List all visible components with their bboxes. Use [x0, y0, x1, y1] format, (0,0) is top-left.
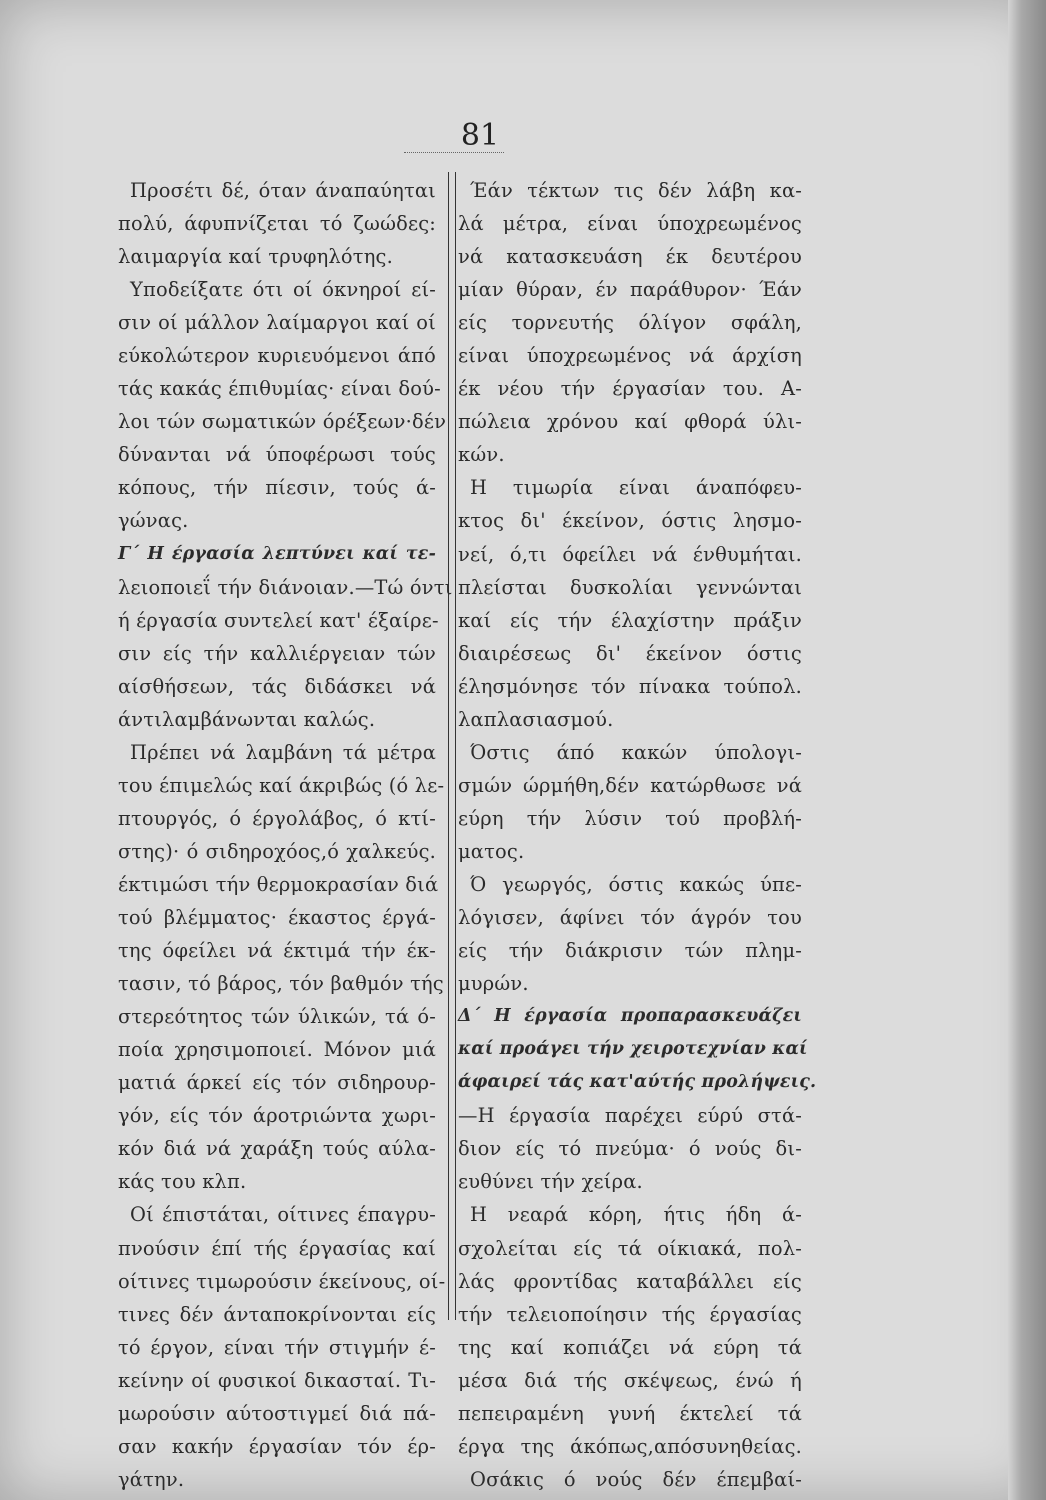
text-line: σχολείται είς τά οίκιακά, πολ- [458, 1236, 802, 1260]
text-line: πώλεια χρόνου καί φθορά ύλι- [458, 410, 802, 434]
text-line: ποία χρησιμοποιεί. Μόνον μιά [118, 1038, 436, 1062]
text-line: τήν τελειοποίησιν τής έργασίας [458, 1302, 802, 1326]
text-line: έκτιμώσι τήν θερμοκρασίαν διά [118, 872, 439, 896]
text-line: τό έργον, είναι τήν στιγμήν έ- [118, 1335, 436, 1359]
text-line: Δ΄ Η έργασία προπαρασκευάζει [458, 1006, 802, 1027]
text-line: —Η έργασία παρέχει εύρύ στά- [458, 1104, 802, 1128]
text-line: Έάν τέκτων τις δέν λάβη κα- [470, 179, 802, 202]
text-line: τού βλέμματος· έκαστος έργά- [118, 906, 436, 930]
text-line: έργα της άκόπως,απόσυνηθείας. [458, 1434, 802, 1458]
text-line: στερεότητος τών ύλικών, τά ό- [118, 1005, 436, 1029]
right-column [458, 174, 817, 1496]
text-line: Οί έπιστάται, οίτινες έπαγρυ- [130, 1203, 436, 1227]
text-line: Όστις άπό κακών ύπολογι- [470, 740, 802, 764]
text-line: διαιρέσεως δι' έκείνον όστις [458, 641, 802, 665]
text-line: μωρούσιν αύτοστιγμεί διά πά- [118, 1401, 436, 1425]
text-line: Η τιμωρία είναι άναπόφευ- [470, 476, 802, 500]
text-line: της καί κοπιάζει νά εύρη τά [458, 1335, 802, 1359]
text-line: στης)· ό σιδηροχόος,ό χαλκεύς. [118, 839, 436, 863]
text-line: Η νεαρά κόρη, ήτις ήδη ά- [470, 1203, 802, 1227]
text-line: λά μέτρα, είναι ύποχρεωμένος [458, 212, 802, 236]
text-line: πτουργός, ό έργολάβος, ό κτί- [118, 806, 436, 830]
text-line: διον είς τό πνεύμα· ό νούς δι- [458, 1137, 802, 1161]
text-line: έλησμόνησε τόν πίνακα τούπολ. [458, 674, 802, 698]
text-line: άφαιρεί τάς κατ'αύτής προλήψεις. [458, 1072, 817, 1093]
page-edge-shadow [1008, 0, 1046, 1500]
text-line: λειοποιεΐ τήν διάνοιαν.—Τώ όντι [118, 575, 453, 599]
text-line: σιν οί μάλλον λαίμαργοι καί οί [118, 311, 436, 335]
text-line: Ό γεωργός, όστις κακώς ύπε- [470, 872, 802, 896]
text-line: Οσάκις ό νούς δέν έπεμβαί- [470, 1467, 802, 1491]
text-line: πεπειραμένη γυνή έκτελεί τά [458, 1401, 802, 1425]
text-line: είναι ύποχρεωμένος νά άρχίση [458, 344, 802, 368]
text-line: γώνας. [118, 509, 189, 533]
text-line: μέσα διά τής σκέψεως, ένώ ή [458, 1368, 802, 1392]
text-line: κείνην οί φυσικοί δικασταί. Τι- [118, 1368, 436, 1392]
text-line: ή έργασία συντελεί κατ' έξαίρε- [118, 608, 439, 632]
text-line: μυρών. [458, 972, 529, 996]
text-line: γάτην. [118, 1467, 185, 1491]
text-line: λαιμαργία καί τρυφηλότης. [118, 245, 393, 269]
text-line: πνούσιν έπί τής έργασίας καί [118, 1236, 436, 1260]
text-line: καί είς τήν έλαχίστην πράξιν [458, 608, 802, 632]
text-line: κών. [458, 443, 505, 467]
text-line: σμών ώρμήθη,δέν κατώρθωσε νά [458, 773, 802, 797]
text-line: λόγισεν, άφίνει τόν άγρόν του [458, 906, 802, 930]
text-line: γόν, είς τόν άροτριώντα χωρι- [118, 1104, 436, 1128]
text-line: τασιν, τό βάρος, τόν βαθμόν τής [118, 972, 444, 996]
text-line: κτος δι' έκείνον, όστις λησμο- [458, 509, 802, 533]
text-line: Υποδείξατε ότι οί όκνηροί εί- [130, 278, 436, 302]
text-line: είς τήν διάκρισιν τών πλημ- [458, 939, 802, 963]
page-number: 81 [460, 118, 500, 153]
text-line: λοι τών σωματικών όρέξεων·δέν [118, 410, 447, 434]
column-divider [448, 172, 456, 1320]
text-line: σαν κακήν έργασίαν τόν έρ- [118, 1434, 436, 1458]
text-line: μίαν θύραν, έν παράθυρον· Έάν [458, 278, 802, 302]
left-column [118, 174, 453, 1496]
text-line: ματιά άρκεί είς τόν σιδηρουρ- [118, 1071, 436, 1095]
text-line: νεί, ό,τι όφείλει νά ένθυμήται. [458, 542, 802, 566]
text-line: δύνανται νά ύποφέρωσι τούς [118, 443, 436, 467]
text-line: πολύ, άφυπνίζεται τό ζωώδες: [118, 212, 436, 236]
text-line: νά κατασκευάση έκ δευτέρου [458, 245, 802, 269]
text-line: τάς κακάς έπιθυμίας· είναι δού- [118, 377, 441, 401]
text-line: λάς φροντίδας καταβάλλει είς [458, 1269, 802, 1293]
text-line: της όφείλει νά έκτιμά τήν έκ- [118, 939, 436, 963]
text-line: οίτινες τιμωρούσιν έκείνους, οί- [118, 1269, 446, 1293]
text-line: πλείσται δυσκολίαι γεννώνται [458, 575, 802, 599]
text-line: τινες δέν άνταποκρίνονται είς [118, 1302, 436, 1326]
text-line: καί προάγει τήν χειροτεχνίαν καί [458, 1039, 808, 1060]
text-line: Γ΄ Η έργασία λεπτύνει καί τε- [118, 543, 436, 564]
page-number-rule [404, 152, 504, 153]
text-line: εύρη τήν λύσιν τού προβλή- [458, 806, 802, 830]
text-line: είς τορνευτής όλίγον σφάλη, [458, 311, 802, 335]
text-line: έκ νέου τήν έργασίαν του. Α- [458, 377, 802, 401]
text-line: ματος. [458, 839, 525, 863]
text-line: αίσθήσεων, τάς διδάσκει νά [118, 674, 436, 698]
text-line: άντιλαμβάνωνται καλώς. [118, 707, 376, 731]
text-line: κόπους, τήν πίεσιν, τούς ά- [118, 476, 436, 500]
text-line: Προσέτι δέ, όταν άναπαύηται [130, 179, 436, 202]
text-line: εύκολώτερον κυριευόμενοι άπό [118, 344, 436, 368]
text-line: κόν διά νά χαράξη τούς αύλα- [118, 1137, 436, 1161]
text-line: ευθύνει τήν χείρα. [458, 1170, 643, 1194]
text-line: λαπλασιασμού. [458, 707, 614, 731]
text-line: του έπιμελώς καί άκριβώς (ό λε- [118, 773, 445, 797]
text-line: Πρέπει νά λαμβάνη τά μέτρα [130, 740, 436, 764]
text-line: κάς του κλπ. [118, 1170, 247, 1194]
text-line: σιν είς τήν καλλιέργειαν τών [118, 641, 436, 665]
